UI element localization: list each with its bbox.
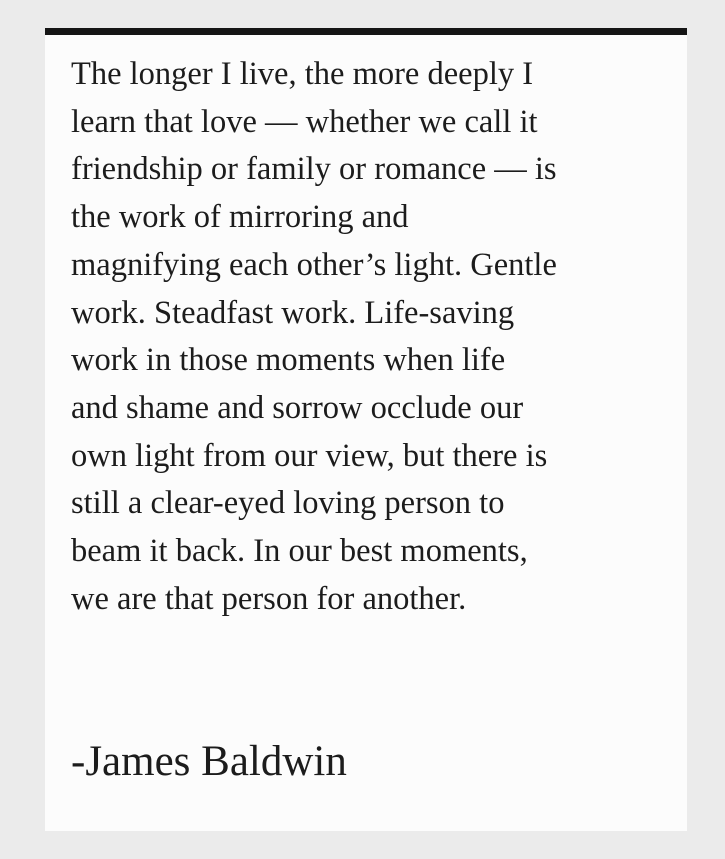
quote-line: work in those moments when life xyxy=(71,342,506,379)
quote-author: -James Baldwin xyxy=(71,738,347,785)
quote-line: friendship or family or romance — is xyxy=(71,151,557,188)
quote-line: The longer I live, the more deeply I xyxy=(71,56,534,92)
quote-line: magnifying each other’s light. Gentle xyxy=(71,246,557,283)
quote-card xyxy=(45,28,687,831)
quote-line: and shame and sorrow occlude our xyxy=(71,389,524,426)
quote-line: work. Steadfast work. Life-saving xyxy=(71,294,515,331)
quote-line: learn that love — whether we call it xyxy=(71,103,538,140)
quote-line: own light from our view, but there is xyxy=(71,437,548,474)
quote-line: beam it back. In our best moments, xyxy=(71,533,528,570)
quote-line: still a clear-eyed loving person to xyxy=(71,485,505,522)
quote-text xyxy=(71,51,671,623)
quote-line: the work of mirroring and xyxy=(71,199,409,236)
quote-line: we are that person for another. xyxy=(71,580,467,617)
